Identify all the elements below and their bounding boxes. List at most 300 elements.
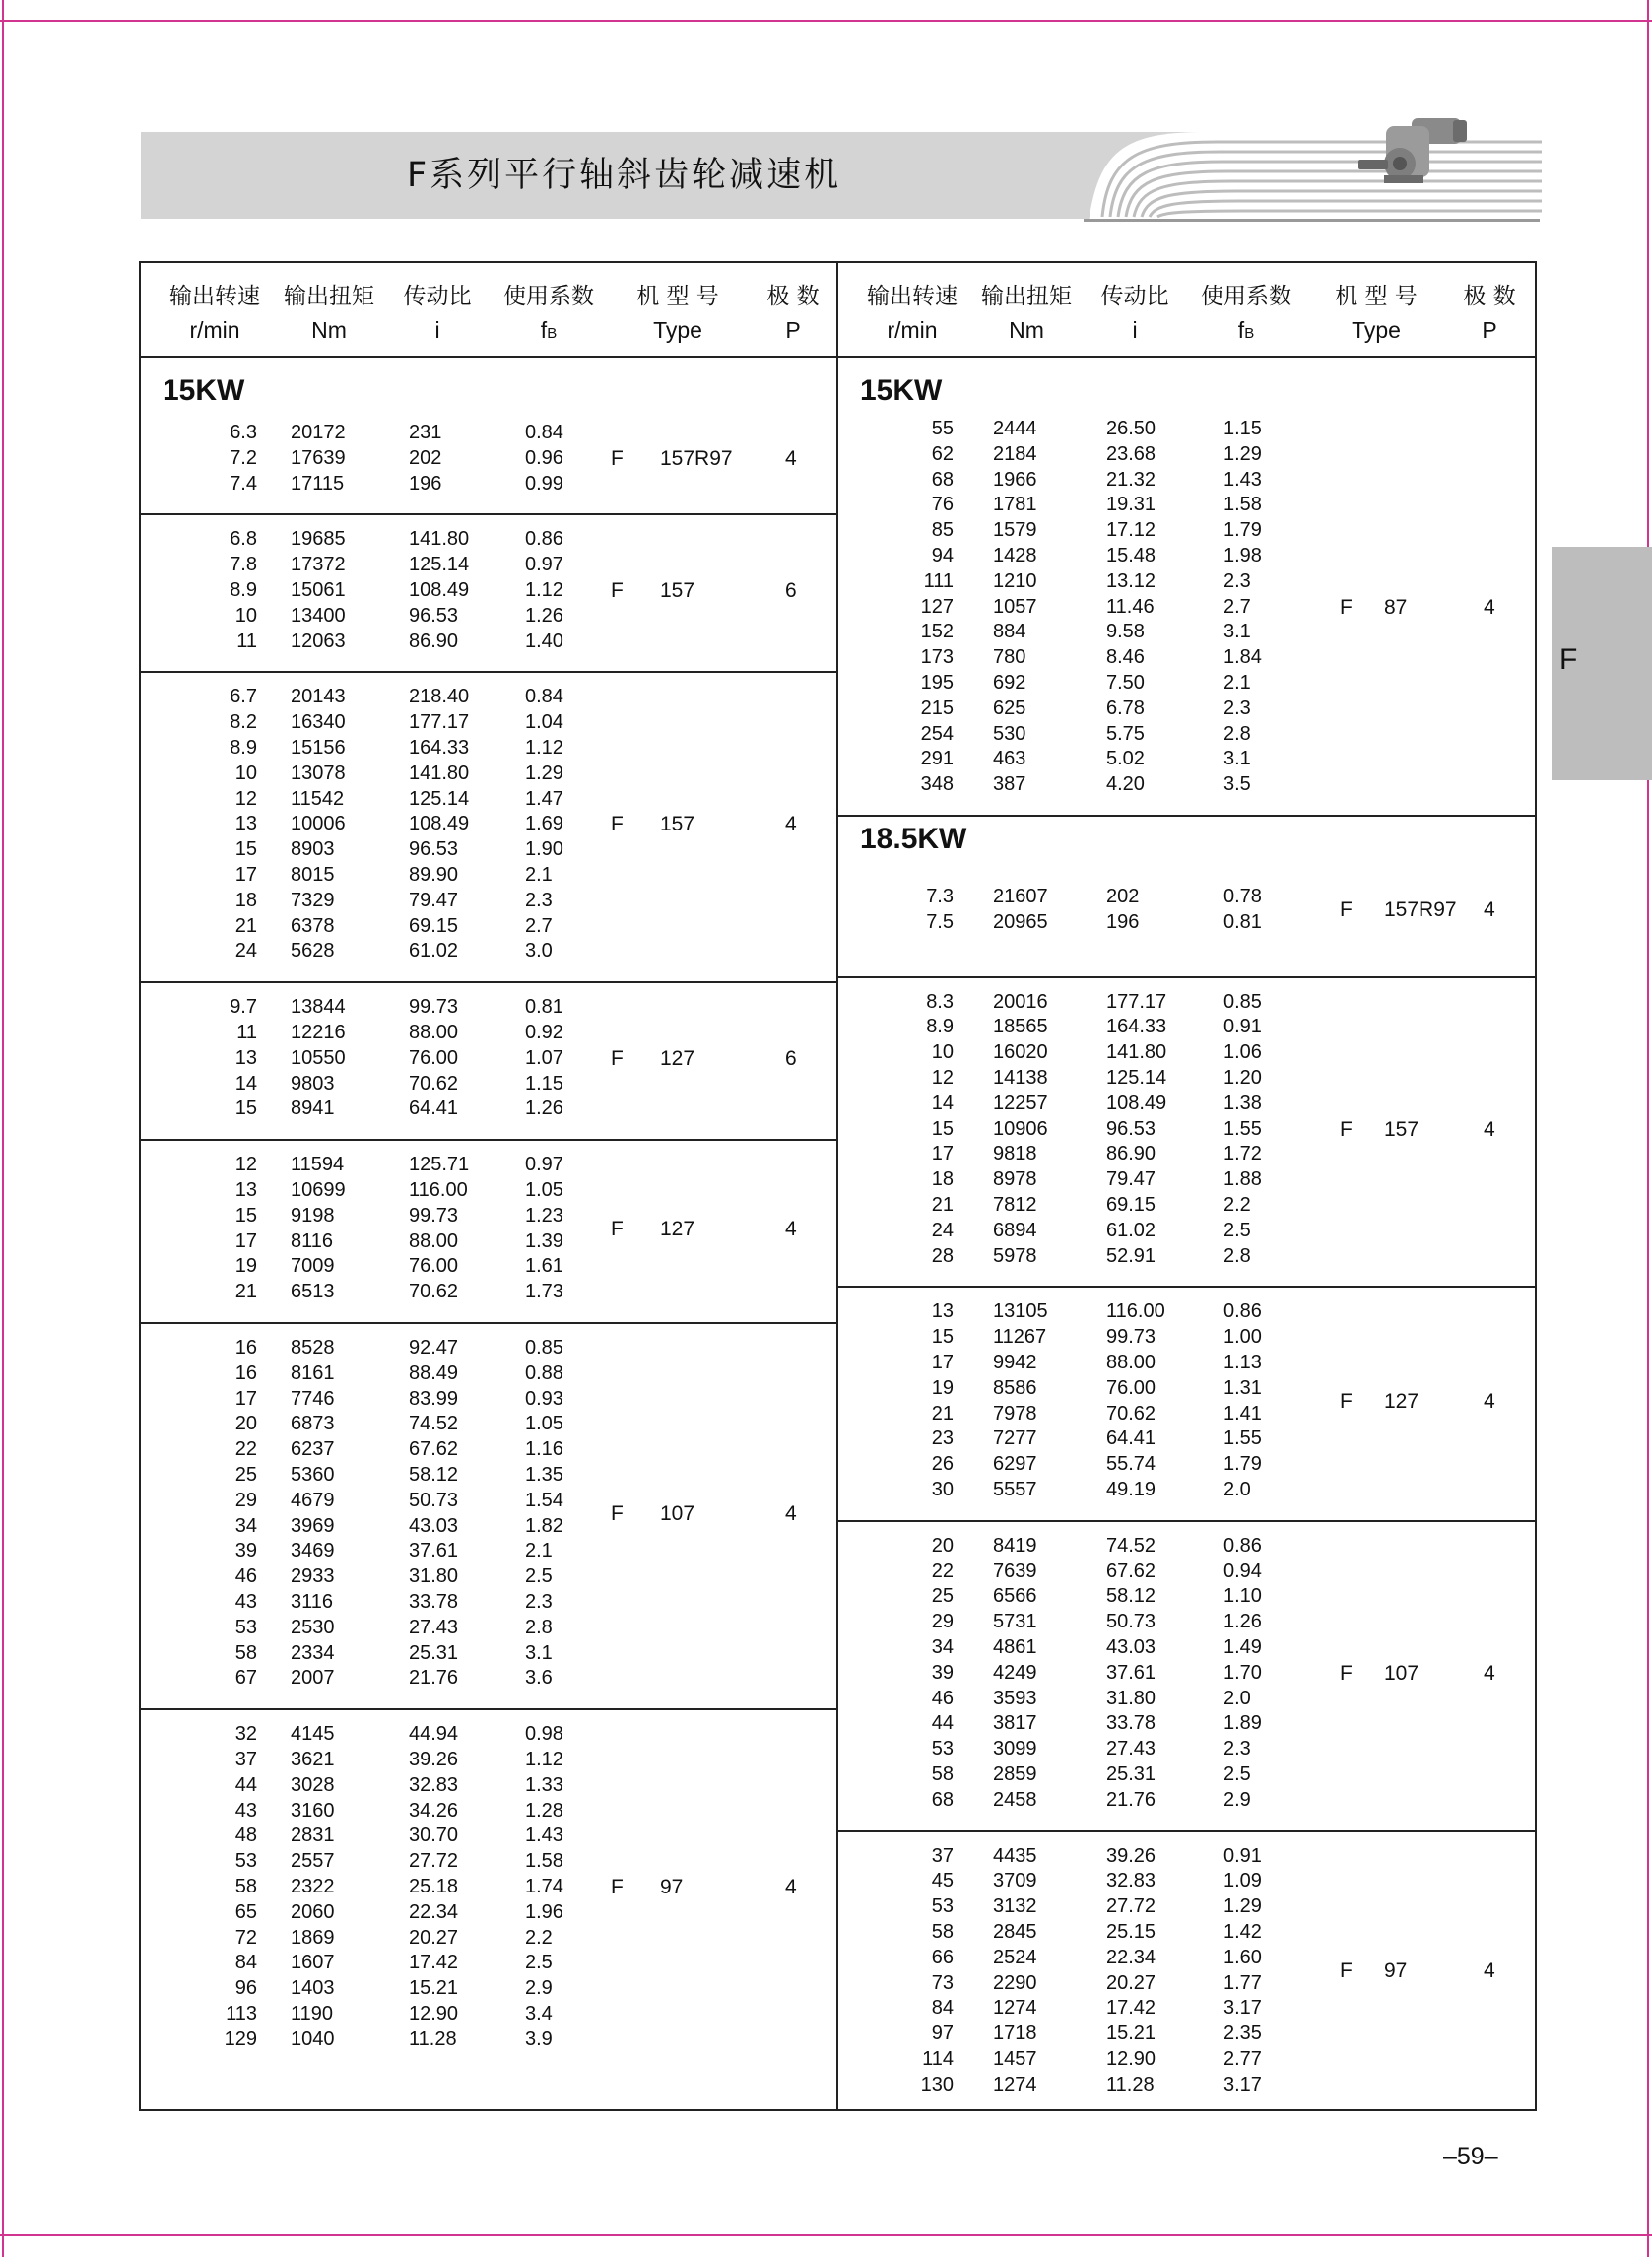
output-speed-cell: 113 (226, 2003, 257, 2025)
output-torque-cell: 2290 (993, 1971, 1037, 1994)
output-torque-cell: 1718 (993, 2023, 1037, 2045)
output-torque-cell: 10006 (291, 813, 346, 835)
service-factor-cell: 1.47 (525, 787, 563, 810)
output-torque-cell: 4435 (993, 1844, 1037, 1867)
service-factor-cell: 3.1 (1223, 621, 1251, 643)
service-factor-cell: 0.78 (1223, 886, 1262, 907)
ratio-cell: 69.15 (1106, 1194, 1156, 1216)
ratio-cell: 89.90 (409, 864, 459, 886)
output-torque-cell: 10699 (291, 1179, 346, 1201)
ratio-cell: 196 (409, 472, 442, 495)
service-factor-cell: 1.60 (1223, 1946, 1262, 1968)
output-torque-cell: 11267 (993, 1326, 1047, 1349)
output-speed-cell: 8.9 (230, 737, 257, 759)
output-torque-cell: 2458 (993, 1788, 1037, 1811)
output-speed-cell: 111 (923, 569, 954, 592)
output-torque-cell: 14138 (993, 1067, 1048, 1089)
type-model: 87 (1384, 595, 1408, 619)
service-factor-cell: 1.04 (525, 711, 563, 734)
table-row (0, 1168, 1652, 1194)
output-torque-cell: 1057 (993, 595, 1037, 618)
output-speed-cell: 94 (931, 545, 954, 566)
service-factor-cell: 1.29 (1223, 1895, 1262, 1918)
output-torque-cell: 2444 (993, 418, 1037, 439)
ratio-cell: 177.17 (409, 711, 470, 734)
output-torque-cell: 4249 (993, 1661, 1037, 1684)
output-speed-cell: 29 (931, 1611, 954, 1633)
output-speed-cell: 84 (234, 1952, 257, 1974)
output-torque-cell: 6566 (993, 1585, 1037, 1608)
output-speed-cell: 173 (920, 646, 954, 669)
table-row (0, 1427, 1652, 1453)
service-factor-cell: 3.4 (525, 2003, 553, 2025)
page-title: F系列平行轴斜齿轮减速机 (407, 156, 842, 195)
table-row (0, 621, 1652, 646)
output-speed-cell: 7.5 (926, 910, 954, 933)
output-torque-cell: 7329 (291, 889, 335, 911)
output-speed-cell: 254 (920, 722, 954, 745)
ratio-cell: 76.00 (409, 1046, 459, 1069)
poles-value: 4 (1484, 1958, 1495, 1982)
service-factor-cell: 2.5 (1223, 1219, 1251, 1241)
output-speed-cell: 25 (931, 1585, 954, 1608)
output-speed-cell: 37 (234, 1749, 257, 1770)
output-torque-cell: 2060 (291, 1900, 335, 1923)
output-speed-cell: 348 (920, 773, 954, 796)
output-torque-cell: 8528 (291, 1337, 335, 1359)
output-torque-cell: 387 (993, 773, 1026, 796)
ratio-cell: 6.78 (1106, 697, 1145, 719)
type-series: F (1340, 1661, 1353, 1685)
group-divider (838, 1286, 1536, 1288)
output-speed-cell: 21 (234, 1281, 257, 1303)
output-torque-cell: 8586 (993, 1376, 1037, 1399)
table-row (0, 418, 1652, 443)
ratio-cell: 202 (1106, 886, 1140, 907)
poles-value: 4 (785, 1501, 797, 1525)
output-speed-cell: 127 (920, 595, 954, 618)
ratio-cell: 125.14 (409, 554, 470, 576)
output-torque-cell: 13105 (993, 1300, 1048, 1323)
table-row (0, 1041, 1652, 1067)
output-speed-cell: 129 (224, 2027, 257, 2050)
output-torque-cell: 2845 (993, 1921, 1037, 1943)
service-factor-cell: 2.9 (1223, 1788, 1251, 1811)
header-4-en: fB (1237, 317, 1255, 343)
output-speed-cell: 14 (931, 1092, 954, 1114)
header-1-en: r/min (887, 317, 938, 343)
table-row (0, 1845, 1652, 1871)
service-factor-cell: 0.91 (1223, 1844, 1262, 1867)
output-speed-cell: 6.8 (230, 528, 257, 551)
output-speed-cell: 16 (234, 1337, 257, 1359)
output-torque-cell: 4679 (291, 1489, 335, 1511)
output-speed-cell: 20 (234, 1413, 257, 1435)
output-torque-cell: 3621 (291, 1749, 335, 1770)
output-speed-cell: 17 (931, 1143, 954, 1165)
output-speed-cell: 72 (234, 1926, 257, 1949)
poles-value: 4 (1484, 897, 1495, 921)
ratio-cell: 27.43 (409, 1616, 459, 1638)
output-speed-cell: 32 (234, 1723, 257, 1746)
output-torque-cell: 8015 (291, 864, 335, 886)
output-speed-cell: 12 (931, 1067, 954, 1089)
output-speed-cell: 15 (234, 1204, 257, 1227)
output-speed-cell: 58 (931, 1763, 954, 1785)
type-series: F (1340, 1389, 1353, 1413)
output-speed-cell: 58 (931, 1921, 954, 1943)
service-factor-cell: 0.93 (525, 1387, 563, 1410)
output-speed-cell: 85 (931, 519, 954, 542)
poles-value: 6 (785, 1046, 797, 1070)
service-factor-cell: 1.96 (525, 1900, 563, 1923)
service-factor-cell: 2.3 (525, 889, 553, 911)
header-1-en: r/min (189, 317, 240, 343)
output-speed-cell: 53 (234, 1850, 257, 1873)
header-5-en: Type (1352, 317, 1401, 343)
service-factor-cell: 2.1 (1223, 672, 1251, 694)
output-torque-cell: 16020 (993, 1041, 1048, 1064)
table-row (0, 1352, 1652, 1377)
poles-value: 4 (1484, 1117, 1495, 1141)
output-torque-cell: 8419 (993, 1534, 1037, 1557)
ratio-cell: 141.80 (409, 762, 470, 784)
type-model: 127 (660, 1046, 695, 1070)
output-torque-cell: 10906 (993, 1117, 1048, 1140)
output-speed-cell: 53 (931, 1895, 954, 1918)
service-factor-cell: 1.26 (525, 604, 563, 627)
table-row (0, 838, 1652, 864)
table-row (0, 1611, 1652, 1636)
service-factor-cell: 2.0 (1223, 1687, 1251, 1709)
table-row (0, 813, 1652, 838)
ratio-cell: 141.80 (409, 528, 470, 551)
ratio-cell: 70.62 (1106, 1402, 1156, 1425)
ratio-cell: 43.03 (1106, 1636, 1156, 1658)
output-torque-cell: 13078 (291, 762, 346, 784)
service-factor-cell: 1.74 (525, 1876, 563, 1897)
type-model: 157 (660, 813, 695, 836)
service-factor-cell: 2.8 (525, 1616, 553, 1638)
table-row (0, 940, 1652, 965)
type-series: F (611, 1046, 624, 1070)
service-factor-cell: 1.26 (1223, 1611, 1262, 1633)
header-4-zh: 使用系数 (503, 284, 594, 309)
table-row (0, 646, 1652, 672)
output-torque-cell: 3116 (291, 1591, 334, 1613)
service-factor-cell: 1.72 (1223, 1143, 1262, 1165)
output-speed-cell: 8.9 (926, 1016, 954, 1038)
output-speed-cell: 97 (931, 2023, 954, 2045)
ratio-cell: 79.47 (1106, 1168, 1156, 1191)
output-speed-cell: 12 (234, 1154, 257, 1176)
header-4-en: fB (540, 317, 558, 343)
poles-value: 4 (785, 1875, 797, 1898)
service-factor-cell: 1.82 (525, 1514, 563, 1537)
trim-line-top (0, 20, 1652, 22)
table-row (0, 1688, 1652, 1713)
ratio-cell: 202 (409, 446, 442, 469)
service-factor-cell: 1.54 (525, 1489, 563, 1511)
table-row (0, 1067, 1652, 1093)
output-torque-cell: 8903 (291, 838, 335, 861)
output-speed-cell: 8.9 (230, 579, 257, 601)
output-speed-cell: 15 (931, 1117, 954, 1140)
poles-value: 4 (785, 1217, 797, 1240)
ratio-cell: 108.49 (409, 579, 470, 601)
output-speed-cell: 53 (234, 1616, 257, 1638)
type-series: F (611, 1217, 624, 1240)
service-factor-cell: 1.84 (1223, 646, 1262, 669)
ratio-cell: 33.78 (409, 1591, 459, 1613)
ratio-cell: 92.47 (409, 1337, 459, 1359)
output-speed-cell: 13 (931, 1300, 954, 1323)
output-torque-cell: 3469 (291, 1540, 335, 1562)
output-speed-cell: 195 (920, 672, 954, 694)
output-speed-cell: 13 (234, 1179, 257, 1201)
output-speed-cell: 215 (920, 697, 954, 719)
table-row (0, 1326, 1652, 1352)
service-factor-cell: 2.5 (525, 1565, 553, 1588)
output-torque-cell: 6894 (993, 1219, 1037, 1241)
service-factor-cell: 3.0 (525, 940, 553, 963)
service-factor-cell: 1.20 (1223, 1067, 1262, 1089)
service-factor-cell: 0.81 (525, 996, 563, 1019)
table-row (0, 1560, 1652, 1586)
service-factor-cell: 0.97 (525, 554, 563, 576)
header-3-en: i (1132, 317, 1138, 343)
output-speed-cell: 10 (931, 1041, 954, 1064)
output-speed-cell: 291 (920, 748, 954, 770)
output-speed-cell: 7.4 (230, 472, 257, 495)
type-series: F (1340, 1117, 1353, 1141)
group-divider (838, 1830, 1536, 1832)
output-speed-cell: 37 (931, 1844, 954, 1867)
service-factor-cell: 1.98 (1223, 545, 1262, 566)
output-speed-cell: 11 (236, 630, 257, 652)
service-factor-cell: 2.8 (1223, 1244, 1251, 1267)
output-speed-cell: 76 (931, 494, 954, 516)
ratio-cell: 31.80 (1106, 1687, 1156, 1709)
service-factor-cell: 1.70 (1223, 1661, 1262, 1684)
ratio-cell: 83.99 (409, 1387, 459, 1410)
output-speed-cell: 19 (931, 1376, 954, 1399)
group-divider (838, 1520, 1536, 1522)
service-factor-cell: 0.88 (525, 1361, 563, 1384)
header-2-en: Nm (311, 317, 347, 343)
service-factor-cell: 3.5 (1223, 773, 1251, 796)
table-row (0, 1093, 1652, 1118)
output-speed-cell: 34 (931, 1636, 954, 1658)
service-factor-cell: 3.17 (1223, 1997, 1262, 2020)
type-series: F (611, 446, 624, 470)
table-row (0, 723, 1652, 749)
output-speed-cell: 23 (931, 1427, 954, 1450)
service-factor-cell: 2.3 (1223, 1738, 1251, 1760)
ratio-cell: 96.53 (409, 604, 459, 627)
output-torque-cell: 1428 (993, 545, 1037, 566)
output-speed-cell: 25 (234, 1464, 257, 1486)
output-speed-cell: 130 (920, 2073, 954, 2095)
output-speed-cell: 17 (234, 1387, 257, 1410)
service-factor-cell: 0.98 (525, 1723, 563, 1746)
service-factor-cell: 2.35 (1223, 2023, 1262, 2045)
output-torque-cell: 3160 (291, 1799, 335, 1822)
service-factor-cell: 1.38 (1223, 1092, 1262, 1114)
output-torque-cell: 8941 (291, 1097, 335, 1120)
service-factor-cell: 1.23 (525, 1204, 563, 1227)
output-torque-cell: 20016 (993, 990, 1048, 1013)
service-factor-cell: 1.15 (525, 1072, 563, 1095)
ratio-cell: 125.14 (1106, 1067, 1167, 1089)
ratio-cell: 49.19 (1106, 1479, 1156, 1500)
table-row (0, 748, 1652, 773)
output-torque-cell: 3709 (993, 1870, 1037, 1892)
ratio-cell: 25.31 (1106, 1763, 1156, 1785)
power-rating-label: 15KW (860, 374, 943, 407)
type-series: F (1340, 595, 1353, 619)
ratio-cell: 17.12 (1106, 519, 1156, 542)
ratio-cell: 141.80 (1106, 1041, 1167, 1064)
ratio-cell: 5.75 (1106, 722, 1145, 745)
ratio-cell: 23.68 (1106, 442, 1156, 465)
output-torque-cell: 5628 (291, 940, 335, 963)
ratio-cell: 25.31 (409, 1641, 459, 1664)
ratio-cell: 69.15 (409, 914, 459, 937)
ratio-cell: 30.70 (409, 1825, 459, 1847)
output-speed-cell: 17 (931, 1352, 954, 1373)
output-speed-cell: 43 (234, 1591, 257, 1613)
service-factor-cell: 1.58 (1223, 494, 1262, 516)
table-row (0, 672, 1652, 697)
output-torque-cell: 1607 (291, 1952, 335, 1974)
group-divider (838, 815, 1536, 817)
ratio-cell: 164.33 (409, 737, 470, 759)
output-torque-cell: 4861 (993, 1636, 1037, 1658)
header-3-zh: 传动比 (1100, 284, 1169, 309)
output-torque-cell: 15156 (291, 737, 346, 759)
type-series: F (611, 813, 624, 836)
header-2-en: Nm (1009, 317, 1044, 343)
table-row (0, 2048, 1652, 2074)
type-series: F (611, 1875, 624, 1898)
service-factor-cell: 1.28 (525, 1799, 563, 1822)
header-6-zh: 极 数 (766, 284, 820, 309)
table-row (0, 469, 1652, 495)
table-row (0, 1997, 1652, 2023)
output-torque-cell: 21607 (993, 886, 1048, 907)
service-factor-cell: 2.9 (525, 1977, 553, 2000)
ratio-cell: 96.53 (1106, 1117, 1156, 1140)
ratio-cell: 20.27 (409, 1926, 459, 1949)
poles-value: 4 (785, 446, 797, 470)
ratio-cell: 52.91 (1106, 1244, 1156, 1267)
output-speed-cell: 7.2 (230, 446, 257, 469)
service-factor-cell: 1.13 (1223, 1352, 1262, 1373)
output-speed-cell: 18 (234, 889, 257, 911)
ratio-cell: 44.94 (409, 1723, 459, 1746)
ratio-cell: 88.00 (409, 1022, 459, 1043)
output-torque-cell: 3028 (291, 1773, 335, 1796)
table-row (0, 494, 1652, 519)
table-row (0, 2074, 1652, 2099)
service-factor-cell: 0.86 (1223, 1534, 1262, 1557)
service-factor-cell: 0.92 (525, 1022, 563, 1043)
type-series: F (611, 1501, 624, 1525)
ratio-cell: 27.72 (1106, 1895, 1156, 1918)
output-speed-cell: 24 (931, 1219, 954, 1241)
ratio-cell: 21.32 (1106, 468, 1156, 491)
output-speed-cell: 16 (234, 1361, 257, 1384)
table-row (0, 1300, 1652, 1326)
output-torque-cell: 5360 (291, 1464, 335, 1486)
service-factor-cell: 1.43 (1223, 468, 1262, 491)
output-torque-cell: 9818 (993, 1143, 1037, 1165)
ratio-cell: 37.61 (409, 1540, 459, 1562)
output-torque-cell: 3969 (291, 1514, 335, 1537)
service-factor-cell: 1.41 (1223, 1402, 1262, 1425)
output-speed-cell: 62 (931, 442, 954, 465)
output-speed-cell: 17 (234, 864, 257, 886)
ratio-cell: 231 (409, 422, 442, 443)
service-factor-cell: 2.8 (1223, 722, 1251, 745)
service-factor-cell: 1.12 (525, 579, 563, 601)
group-divider (141, 981, 836, 983)
service-factor-cell: 1.05 (525, 1413, 563, 1435)
output-speed-cell: 58 (234, 1641, 257, 1664)
output-torque-cell: 692 (993, 672, 1026, 694)
output-torque-cell: 2831 (291, 1825, 335, 1847)
service-factor-cell: 0.85 (525, 1337, 563, 1359)
output-speed-cell: 55 (931, 418, 954, 439)
output-speed-cell: 67 (234, 1667, 257, 1690)
ratio-cell: 15.48 (1106, 545, 1156, 566)
ratio-cell: 99.73 (1106, 1326, 1156, 1349)
poles-value: 4 (1484, 595, 1495, 619)
output-speed-cell: 44 (931, 1712, 954, 1735)
output-speed-cell: 84 (931, 1997, 954, 2020)
output-torque-cell: 15061 (291, 579, 346, 601)
banner-rule (1084, 219, 1540, 222)
type-series: F (1340, 897, 1353, 921)
output-torque-cell: 10550 (291, 1046, 346, 1069)
type-model: 127 (1384, 1389, 1420, 1413)
ratio-cell: 13.12 (1106, 569, 1156, 592)
header-1-zh: 输出转速 (867, 284, 958, 309)
output-torque-cell: 780 (993, 646, 1026, 669)
service-factor-cell: 2.7 (1223, 595, 1251, 618)
service-factor-cell: 1.43 (525, 1825, 563, 1847)
ratio-cell: 67.62 (1106, 1560, 1156, 1582)
output-speed-cell: 28 (931, 1244, 954, 1267)
output-speed-cell: 68 (931, 1788, 954, 1811)
ratio-cell: 17.42 (1106, 1997, 1156, 2020)
output-speed-cell: 15 (234, 838, 257, 861)
output-speed-cell: 24 (234, 940, 257, 963)
service-factor-cell: 1.79 (1223, 1453, 1262, 1476)
ratio-cell: 96.53 (409, 838, 459, 861)
output-speed-cell: 18 (931, 1168, 954, 1191)
output-speed-cell: 7.8 (230, 554, 257, 576)
output-torque-cell: 3593 (993, 1687, 1037, 1709)
ratio-cell: 218.40 (409, 686, 470, 708)
table-row (0, 545, 1652, 570)
service-factor-cell: 1.00 (1223, 1326, 1262, 1349)
output-speed-cell: 17 (234, 1229, 257, 1252)
output-torque-cell: 625 (993, 697, 1026, 719)
table-row (0, 1535, 1652, 1560)
table-row (0, 570, 1652, 596)
